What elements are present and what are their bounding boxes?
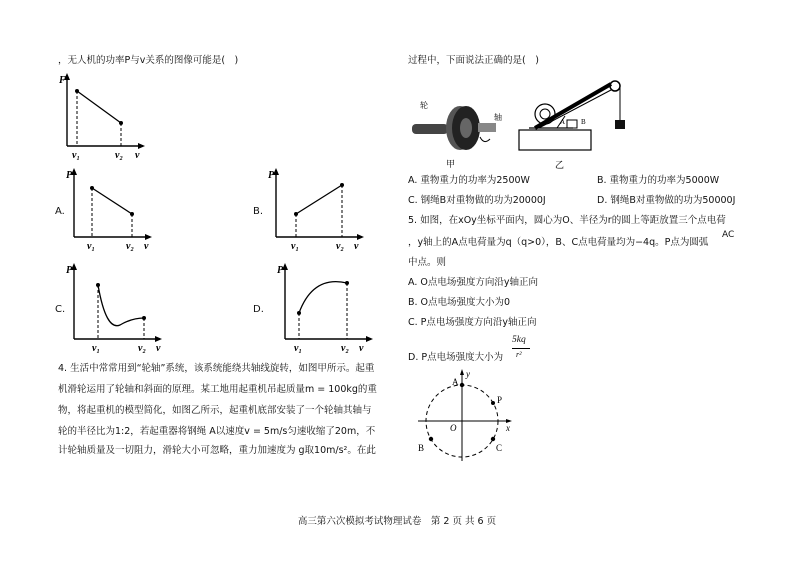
- x-label: v: [144, 241, 149, 252]
- q5-line-3: 中点。则: [408, 257, 447, 268]
- q4-line-2: 机滑轮运用了轮轴和斜面的原理。某工地用起重机吊起质量m = 100kg的重: [58, 384, 377, 395]
- y-label: P: [268, 170, 275, 181]
- q5-line-1: 5. 如图，在xOy坐标平面内，圆心为O、半径为r的圆上等距放置三个点电荷: [408, 215, 726, 226]
- v1-label: v₁: [291, 241, 299, 252]
- option-a-label: A.: [55, 206, 65, 217]
- f-v-graph: [55, 73, 145, 161]
- v1-label: v₁: [92, 343, 100, 354]
- q4-option-c: C. 钢绳B对重物做的功为20000J: [408, 195, 546, 206]
- option-b-label: B.: [253, 206, 264, 217]
- v2-label: v₂: [138, 343, 146, 354]
- q5-option-b: B. O点电场强度大小为0: [408, 297, 511, 308]
- q4-option-a: A. 重物重力的功率为2500W: [408, 175, 530, 186]
- option-d-label: D.: [253, 304, 264, 315]
- figure-yi-crane: [515, 76, 640, 170]
- point-p-label: P: [497, 395, 503, 405]
- option-c-graph: [62, 263, 162, 353]
- figure-yi-caption: 乙: [555, 160, 565, 170]
- v1-label: v₁: [294, 343, 302, 354]
- q4-option-b: B. 重物重力的功率为5000W: [597, 175, 720, 186]
- v2-label: v₂: [336, 241, 344, 252]
- origin-label: O: [450, 423, 457, 433]
- option-a-graph: [62, 168, 152, 250]
- q4-line-4: 轮的半径比为1:2，若起重器将钢绳 A以速度v = 5m/s匀速收缩了20m，不: [58, 426, 376, 437]
- option-b-graph: [264, 168, 364, 250]
- point-c-label: C: [496, 443, 503, 453]
- arc-ac-label: AC: [722, 230, 735, 240]
- y-label: P: [66, 265, 73, 276]
- y-label: F: [59, 75, 66, 86]
- point-b-label: B: [418, 443, 425, 453]
- v2-label: v₂: [126, 241, 134, 252]
- fraction-denominator: r²: [516, 350, 522, 359]
- q3-stem: ，无人机的功率P与v关系的图像可能是( ): [58, 55, 239, 66]
- figure-jia-caption: 甲: [446, 159, 456, 169]
- axle-label: 轴: [494, 113, 502, 122]
- v2-label: v₂: [341, 343, 349, 354]
- fraction-numerator: 5kq: [512, 335, 526, 345]
- y-label: P: [277, 265, 284, 276]
- v1-label: v₁: [87, 241, 95, 252]
- option-d-graph: [273, 263, 373, 353]
- x-label: v: [156, 343, 161, 354]
- wheel-label: 轮: [420, 101, 428, 110]
- x-label: v: [359, 343, 364, 354]
- x-axis-label: x: [506, 423, 510, 433]
- q4-line-5: 计轮轴质量及一切阻力，滑轮大小可忽略，重力加速度为 g取10m/s²。在此: [58, 445, 376, 456]
- v2-label: v₂: [115, 150, 123, 161]
- v1-label: v₁: [72, 150, 80, 161]
- x-label: v: [135, 150, 140, 161]
- q5-option-d: D. P点电场强度大小为: [408, 352, 504, 363]
- q5-option-a: A. O点电场强度方向沿y轴正向: [408, 277, 538, 288]
- point-a-label: A: [452, 377, 459, 387]
- q5-line-2: ，y轴上的A点电荷量为q（q>0），B、C点电荷量均为−4q。P点为圆弧: [408, 237, 709, 248]
- circle-charge-figure: [412, 365, 517, 463]
- q5-option-c: C. P点电场强度方向沿y轴正向: [408, 317, 537, 328]
- q4-option-d: D. 钢绳B对重物做的功为50000J: [597, 195, 736, 206]
- q4-line-3: 物，将起重机的模型简化，如图乙所示，起重机底部安装了一个轮轴其轴与: [58, 405, 372, 416]
- y-label: P: [66, 170, 73, 181]
- label-b: B: [581, 118, 586, 126]
- q4-line-1: 4. 生活中常常用到“轮轴”系统，该系统能绕共轴线旋转，如图甲所示。起重: [58, 363, 375, 374]
- option-c-label: C.: [55, 304, 66, 315]
- q4-continued: 过程中，下面说法正确的是( ): [408, 55, 539, 66]
- figure-jia-wheel-axle: [408, 92, 508, 170]
- x-label: v: [354, 241, 359, 252]
- label-a: A: [560, 118, 566, 126]
- page-footer: 高三第六次模拟考试物理试卷 第 2 页 共 6 页: [297, 516, 497, 527]
- y-axis-label: y: [466, 369, 470, 379]
